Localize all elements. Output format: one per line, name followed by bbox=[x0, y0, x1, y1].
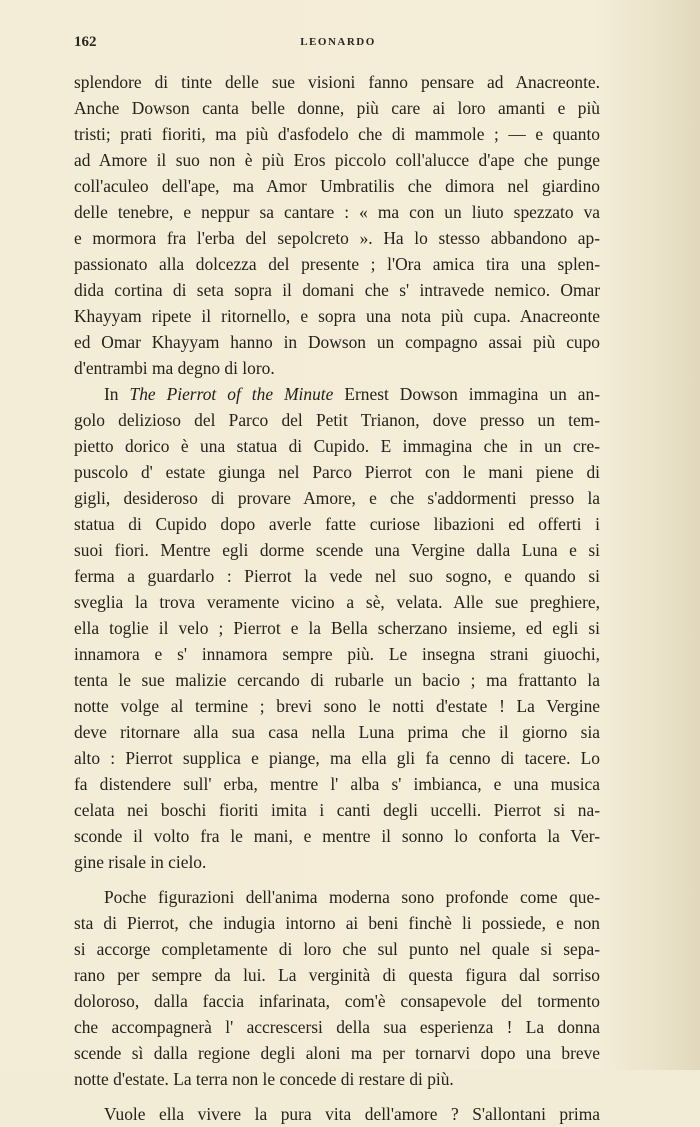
text-line: che accompagnerà l' accrescersi della sua esperienza ! La donna bbox=[74, 1017, 600, 1037]
text-line: fa distendere sull' erba, mentre l' alba s' imbianca, e una musica bbox=[74, 774, 600, 794]
text-line: puscolo d' estate giunga nel Parco Pierrot con le mani piene di bbox=[74, 462, 600, 482]
paragraph-gap bbox=[74, 875, 600, 884]
text-line: doloroso, dalla faccia infarinata, com'è consapevole del tormento bbox=[74, 991, 600, 1011]
line-prefix: In bbox=[104, 384, 119, 404]
text-line: ella toglie il velo ; Pierrot e la Bella scherzano insieme, ed egli si bbox=[74, 618, 600, 638]
paragraph bbox=[74, 381, 600, 875]
text-line: delle tenebre, e neppur sa cantare : « ma con un liuto spezzato va bbox=[74, 202, 600, 222]
body-text bbox=[74, 69, 600, 1127]
text-line: sveglia la trova veramente vicino a sè, velata. Alle sue preghiere, bbox=[74, 592, 600, 612]
text-line: celata nei boschi fioriti imita i canti degli uccelli. Pierrot si na- bbox=[74, 800, 600, 820]
text-line: ferma a guardarlo : Pierrot la vede nel suo sogno, e quando si bbox=[74, 566, 600, 586]
text-line: scende sì dalla regione degli aloni ma per tornarvi dopo una breve bbox=[74, 1043, 600, 1063]
running-head: LEONARDO bbox=[300, 36, 376, 48]
work-title: The Pierrot of the Minute bbox=[129, 384, 334, 404]
text-line: coll'aculeo dell'ape, ma Amor Umbratilis che dimora nel giardino bbox=[74, 176, 600, 196]
text-line: Poche figurazioni dell'anima moderna sono profonde come que- bbox=[104, 887, 600, 907]
text-line: sta di Pierrot, che indugia intorno ai beni finchè li possiede, e non bbox=[74, 913, 600, 933]
text-line: statua di Cupido dopo averle fatte curiose libazioni ed offerti i bbox=[74, 514, 600, 534]
text-line: Anche Dowson canta belle donne, più care ai loro amanti e più bbox=[74, 98, 600, 118]
text-line: innamora e s' innamora sempre più. Le insegna strani giuochi, bbox=[74, 644, 600, 664]
text-line: Khayyam ripete il ritornello, e sopra una nota più cupa. Anacreonte bbox=[74, 306, 600, 326]
text-line: ed Omar Khayyam hanno in Dowson un compagno assai più cupo bbox=[74, 332, 600, 352]
text-line: tenta le sue malizie cercando di rubarle un bacio ; ma frattanto la bbox=[74, 670, 600, 690]
text-line: sconde il volto fra le mani, e mentre il sonno lo conforta la Ver- bbox=[74, 826, 600, 846]
paragraph-gap bbox=[74, 1092, 600, 1101]
text-line: Vuole ella vivere la pura vita dell'amore ? S'allontani prima bbox=[104, 1104, 600, 1124]
text-line: splendore di tinte delle sue visioni fanno pensare ad Anacreonte. bbox=[74, 72, 600, 92]
text-line: dida cortina di seta sopra il domani che s' intravede nemico. Omar bbox=[74, 280, 600, 300]
page-header bbox=[74, 34, 602, 54]
text-line bbox=[74, 381, 600, 407]
paragraph bbox=[74, 1101, 600, 1127]
text-line: suoi fiori. Mentre egli dorme scende una Vergine dalla Luna e si bbox=[74, 540, 600, 560]
line-rest: Ernest Dowson immagina un an- bbox=[344, 384, 600, 404]
text-line: notte volge al termine ; brevi sono le notti d'estate ! La Vergine bbox=[74, 696, 600, 716]
text-line: alto : Pierrot supplica e piange, ma ella gli fa cenno di tacere. Lo bbox=[74, 748, 600, 768]
text-line: tristi; prati fioriti, ma più d'asfodelo che di mammole ; — e quanto bbox=[74, 124, 600, 144]
text-line: ad Amore il suo non è più Eros piccolo coll'alucce d'ape che punge bbox=[74, 150, 600, 170]
paragraph bbox=[74, 69, 600, 381]
text-line: passionato alla dolcezza del presente ; l'Ora amica tira una splen- bbox=[74, 254, 600, 274]
text-line: gigli, desideroso di provare Amore, e che s'addormenti presso la bbox=[74, 488, 600, 508]
text-line: pietto dorico è una statua di Cupido. E immagina che in un cre- bbox=[74, 436, 600, 456]
page-number: 162 bbox=[74, 34, 97, 50]
text-line: d'entrambi ma degno di loro. bbox=[74, 358, 275, 378]
text-line: si accorge completamente di loro che sul punto nel quale si sepa- bbox=[74, 939, 600, 959]
text-line: rano per sempre da lui. La verginità di questa figura dal sorriso bbox=[74, 965, 600, 985]
paragraph bbox=[74, 884, 600, 1092]
text-line: deve ritornare alla sua casa nella Luna prima che il giorno sia bbox=[74, 722, 600, 742]
text-line: notte d'estate. La terra non le concede di restare di più. bbox=[74, 1069, 454, 1089]
text-line: e mormora fra l'erba del sepolcreto ». Ha lo stesso abbandono ap- bbox=[74, 228, 600, 248]
text-line: gine risale in cielo. bbox=[74, 852, 207, 872]
text-line: golo delizioso del Parco del Petit Trianon, dove presso un tem- bbox=[74, 410, 600, 430]
